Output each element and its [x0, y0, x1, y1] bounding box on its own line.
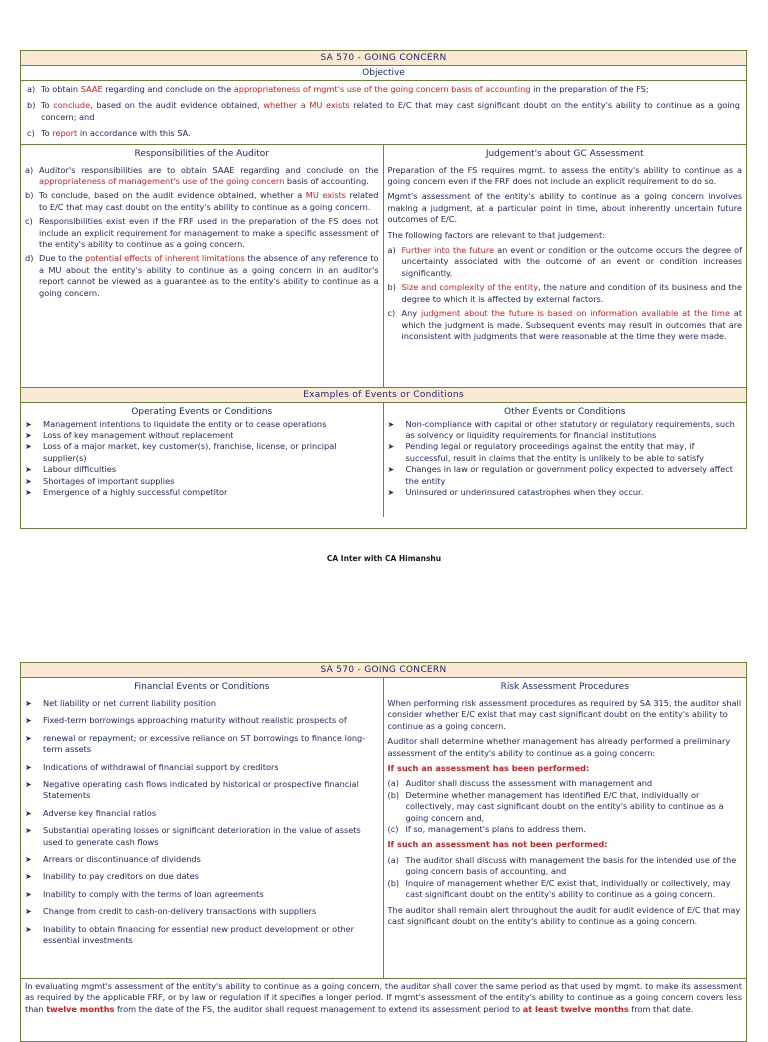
page-footer: CA Inter with CA Himanshu — [326, 554, 442, 563]
arrow-bullet-icon: ➤ — [25, 431, 32, 441]
judgement-paragraph: The following factors are relevant to that judgement: — [387, 229, 605, 240]
list-item: ➤ Adverse key financial ratios — [25, 807, 157, 818]
list-item: ➤ renewal or repayment; or excessive reliance on ST borrowings to finance long-term assets — [25, 732, 366, 755]
other-column — [384, 403, 747, 517]
responsibilities-column — [21, 145, 384, 387]
arrow-bullet-icon: ➤ — [25, 907, 32, 917]
list-item: ➤ Arrears or discontinuance of dividends — [25, 854, 201, 865]
arrow-bullet-icon: ➤ — [25, 826, 32, 836]
list-item: ➤ Loss of key management without replacement — [25, 430, 234, 441]
page-1-title: SA 570 - GOING CONCERN — [21, 51, 746, 66]
arrow-bullet-icon: ➤ — [25, 733, 32, 743]
arrow-bullet-icon: ➤ — [25, 889, 32, 899]
arrow-bullet-icon: ➤ — [25, 924, 32, 934]
operating-column — [21, 403, 384, 517]
judgement-item: c) Any judgment about the future is based on information available at the time at which the judgment is made. Subsequent events may result in outcomes that are inconsistent with judgments that were reasonable at the time they were made. — [387, 308, 742, 341]
arrow-bullet-icon: ➤ — [25, 855, 32, 865]
arrow-bullet-icon: ➤ — [25, 780, 32, 790]
page-2-table — [20, 662, 747, 1042]
objective-heading: Objective — [21, 66, 746, 81]
list-item: ➤ Change from credit to cash-on-delivery transactions with suppliers — [25, 906, 317, 917]
list-item: ➤ Pending legal or regulatory proceedings against the entity that may, if successful, result in claims that the entity is unlikely to be able to satisfy — [387, 441, 704, 463]
responsibility-item: b) To conclude, based on the audit evidence obtained, whether a MU exists related to E/C that may cast doubt on the entity's ability to continue as a going concern. — [25, 190, 379, 212]
other-heading: Other Events or Conditions — [504, 406, 626, 417]
page-2-title: SA 570 - GOING CONCERN — [21, 663, 746, 678]
judgement-column — [384, 145, 747, 387]
risk-paragraph: When performing risk assessment procedures as required by SA 315, the auditor shall consider whether E/C exist that may cast significant doubt on the entity's ability to continue as a going concern. — [387, 698, 742, 731]
list-item: ➤ Indications of withdrawal of financial support by creditors — [25, 761, 279, 772]
responsibility-item: a) Auditor's responsibilities are to obtain SAAE regarding and conclude on the appropriateness of management's use of the going concern basis of accounting. — [25, 164, 379, 187]
judgement-heading: Judgement's about GC Assessment — [485, 148, 644, 159]
arrow-bullet-icon: ➤ — [25, 808, 32, 818]
performed-item: (c) If so, management's plans to address them. — [387, 824, 586, 835]
list-item: ➤ Changes in law or regulation or government policy expected to adversely affect the entity — [387, 464, 733, 486]
list-item: ➤ Inability to comply with the terms of loan agreements — [25, 888, 264, 899]
objective-list — [21, 81, 746, 145]
list-item: ➤ Loss of a major market, key customer(s), franchise, license, or principal supplier(s) — [25, 441, 337, 463]
responsibility-item: d) Due to the potential effects of inherent limitations the absence of any reference to a MU about the entity's ability to continue as a going concern in an auditor's report cannot be viewed as a guarantee as to the entity's ability to continue as a going concern. — [25, 253, 379, 298]
list-item: ➤ Inability to pay creditors on due dates — [25, 871, 199, 882]
objective-item: c) To report in accordance with this SA. — [27, 128, 191, 139]
performed-heading: If such an assessment has been performed: — [387, 763, 590, 774]
evaluation-paragraph: In evaluating mgmt's assessment of the entity's ability to continue as a going concern, the auditor shall cover the same period as that used by mgmt. to make its assessment as required by the applicable FRF, or by law or regulation if it specifies a longer period. If mgmt's assessment of the entity's ability to continue as a going concern covers less than twelve months from the date of the FS, the auditor shall request management to extend its assessment period to at least twelve months from that date. — [25, 981, 742, 1014]
list-item: ➤ Inability to obtain financing for essential new product development or other essential investments — [25, 923, 354, 946]
arrow-bullet-icon: ➤ — [25, 442, 32, 452]
arrow-bullet-icon: ➤ — [25, 716, 32, 726]
financial-heading: Financial Events or Conditions — [134, 682, 270, 692]
responsibilities-judgement-row — [21, 145, 746, 388]
other-list — [388, 419, 743, 499]
objective-item: b) To conclude, based on the audit evidence obtained, whether a MU exists related to E/C that may cast significant doubt on the entity's ability to continue as a going concern; and — [27, 100, 740, 122]
arrow-bullet-icon: ➤ — [25, 762, 32, 772]
responsibility-item: c) Responsibilities exist even if the FRF used in the preparation of the FS does not include an explicit requirement for management to make a specific assessment of the entity's ability to continue as a going concern. — [25, 216, 379, 250]
risk-column — [384, 678, 747, 978]
arrow-bullet-icon: ➤ — [25, 488, 32, 498]
arrow-bullet-icon: ➤ — [387, 488, 395, 498]
performed-item: (b) Determine whether management has identified E/C that, individually or collectively, may cast significant doubt on the entity's ability to continue as a going concern and, — [387, 789, 724, 823]
judgement-paragraph: Mgmt's assessment of the entity's ability to continue as a going concern involves making a judgment, at a particular point in time, about inherently uncertain future outcomes of E/C. — [387, 191, 742, 225]
financial-column — [21, 678, 384, 978]
page-1-table — [20, 50, 747, 529]
not-performed-item: (b) Inquire of management whether E/C exist that, individually or collectively, may cast significant doubt on the entity's ability to continue as a going concern. — [387, 877, 731, 900]
not-performed-heading: If such an assessment has not been performed: — [387, 839, 608, 850]
list-item: ➤ Emergence of a highly successful competitor — [25, 487, 228, 498]
judgement-item: b) Size and complexity of the entity, the nature and condition of its business and the degree to which it is affected by external factors. — [387, 282, 742, 304]
financial-list — [25, 698, 379, 947]
judgement-paragraph: Preparation of the FS requires mgmt. to assess the entity's ability to continue as a going concern even if the FRF does not include an explicit requirement to do so. — [387, 164, 742, 187]
arrow-bullet-icon: ➤ — [25, 699, 32, 708]
list-item: ➤ Shortages of important supplies — [25, 475, 175, 486]
objective-item: a) To obtain SAAE regarding and conclude on the appropriateness of mgmt's use of the going concern basis of accounting in the preparation of the FS; — [27, 84, 649, 94]
arrow-bullet-icon: ➤ — [387, 419, 395, 429]
arrow-bullet-icon: ➤ — [387, 465, 395, 475]
examples-heading: Examples of Events or Conditions — [21, 388, 746, 403]
list-item: ➤ Substantial operating losses or significant deterioration in the value of assets used to generate cash flows — [25, 825, 361, 847]
financial-risk-row — [21, 678, 746, 979]
operating-list — [25, 419, 379, 499]
risk-heading: Risk Assessment Procedures — [500, 682, 629, 692]
examples-row — [21, 403, 746, 517]
risk-paragraph: The auditor shall remain alert throughout the audit for audit evidence of E/C that may cast significant doubt on the entity's ability to continue as a going concern. — [387, 904, 741, 926]
arrow-bullet-icon: ➤ — [25, 465, 32, 475]
arrow-bullet-icon: ➤ — [25, 476, 32, 486]
list-item: ➤ Net liability or net current liability position — [25, 698, 217, 708]
arrow-bullet-icon: ➤ — [387, 442, 395, 452]
arrow-bullet-icon: ➤ — [25, 419, 32, 429]
operating-heading: Operating Events or Conditions — [131, 406, 273, 417]
responsibilities-heading: Responsibilities of the Auditor — [134, 148, 269, 159]
list-item: ➤ Uninsured or underinsured catastrophes when they occur. — [387, 487, 644, 498]
list-item: ➤ Negative operating cash flows indicated by historical or prospective financial Statements — [25, 779, 359, 801]
list-item: ➤ Management intentions to liquidate the entity or to cease operations — [25, 418, 327, 429]
judgement-item: a) Further into the future an event or condition or the outcome occurs the degree of uncertainty associated with the outcome of an event or condition increases significantly. — [387, 245, 742, 278]
performed-item: (a) Auditor shall discuss the assessment with management and — [387, 778, 653, 789]
risk-paragraph: Auditor shall determine whether management has already performed a preliminary assessment of the entity's ability to continue as a going concern: — [387, 736, 731, 758]
arrow-bullet-icon: ➤ — [25, 872, 32, 882]
list-item: ➤ Fixed-term borrowings approaching maturity without realistic prospects of — [25, 715, 347, 726]
list-item: ➤ Non-compliance with capital or other statutory or regulatory requirements, such as solvency or liquidity requirements for financial institutions — [387, 418, 735, 441]
list-item: ➤ Labour difficulties — [25, 464, 117, 475]
not-performed-item: (a) The auditor shall discuss with management the basis for the intended use of the going concern basis of accounting, and — [387, 854, 737, 877]
